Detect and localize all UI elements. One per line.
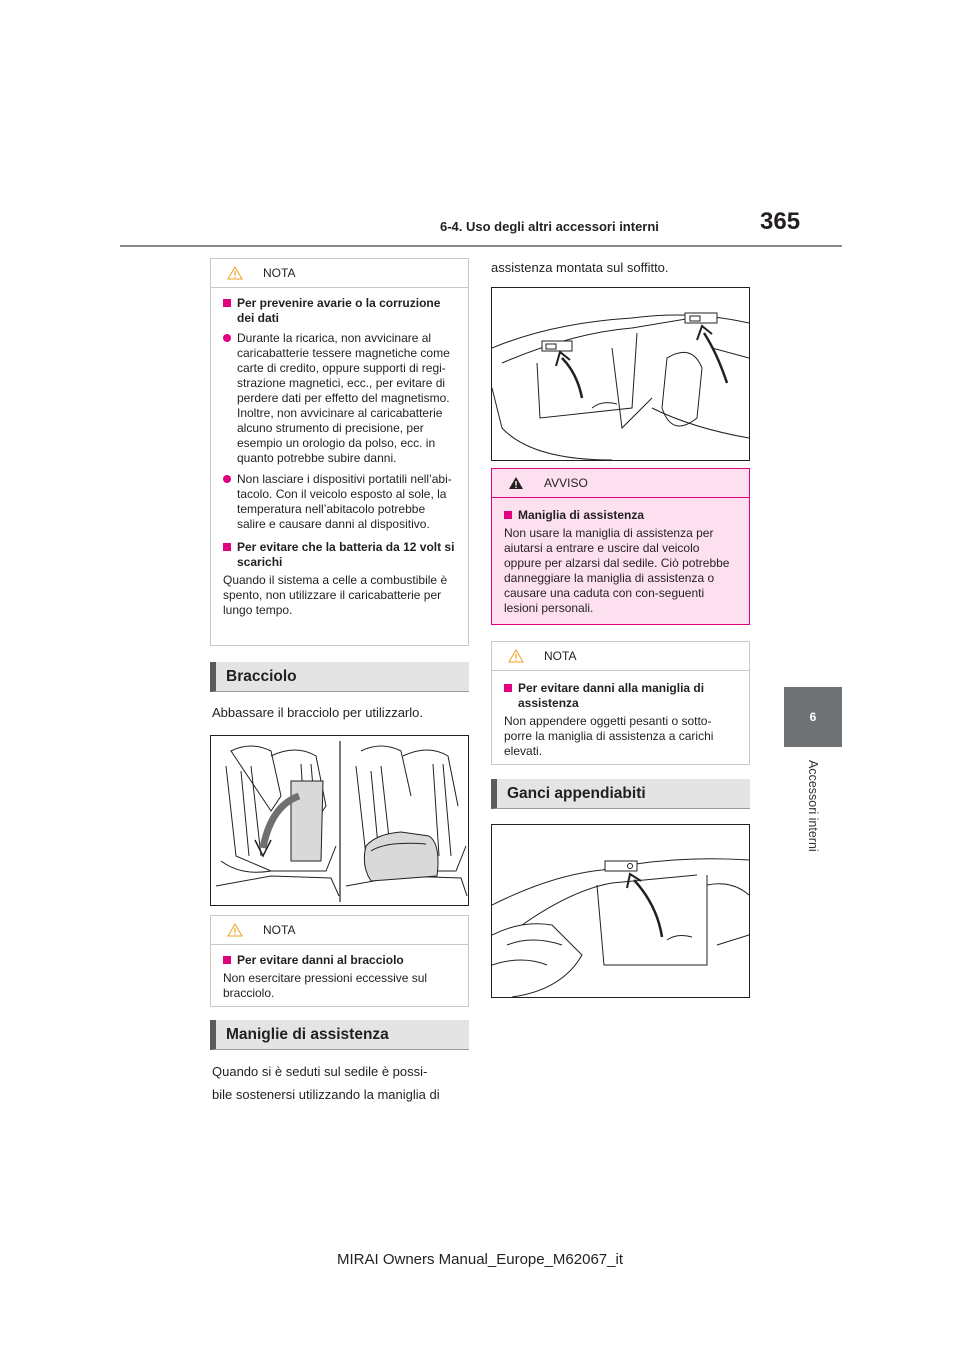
warning-triangle-icon [508,476,524,490]
body-text: Abbassare il bracciolo per utilizzarlo. [212,705,423,720]
body-text: bile sostenersi utilizzando la maniglia di [212,1087,440,1102]
nota-label: NOTA [263,266,296,280]
header-divider [120,245,842,247]
nota-box-header [492,642,749,671]
caution-triangle-icon [227,266,243,280]
nota-box-3 [491,641,750,765]
nota-heading: Per prevenire avarie o la corruzione dei dati [223,296,456,326]
avviso-text: Non usare la maniglia di assistenza per aiutarsi a entrare e uscire dal veicolo oppure per alzarsi dal sedile. Ciò potrebbe danneggiare la maniglia di assistenza o causare una caduta con con-seguenti lesioni personali. [504,526,730,615]
nota-box-header [211,916,468,945]
section-heading-maniglie [210,1020,469,1050]
coat-hook-illustration [491,824,750,998]
section-header: 6-4. Uso degli altri accessori interni [440,219,659,234]
chapter-title [783,760,843,890]
chapter-number: 6 [809,710,817,724]
nota-label: NOTA [263,923,296,937]
heading-text: Ganci appendiabiti [507,784,646,802]
avviso-box [491,468,750,625]
page-number: 365 [760,208,801,235]
nota-heading: Per evitare danni al bracciolo [223,953,456,968]
nota-box-header [211,259,468,288]
nota-heading: Per evitare danni alla maniglia di assistenza [504,681,737,711]
nota-bullet: Durante la ricarica, non avvicinare al caricabatterie tessere magnetiche come carte di credito, oppure supporti di regi-strazione magnetici, ecc., per evitare di perdere dati per effetto del magnetismo. Inoltre, non avvicinare al caricabatterie alcuno strumento di precisione, per esempio un orologio da polso, ecc. in quanto potrebbe subire danni. [223,331,456,466]
section-heading-ganci [491,779,750,809]
body-text: assistenza montata sul soffitto. [491,260,669,275]
nota-text: Non esercitare pressioni eccessive sul bracciolo. [223,971,428,1000]
heading-text: Bracciolo [226,667,297,685]
section-heading-bracciolo [210,662,469,692]
armrest-drawing [211,736,468,905]
manual-title: MIRAI Owners Manual_Europe_M62067_it [337,1251,623,1268]
avviso-label: AVVISO [544,476,588,490]
nota-label: NOTA [544,649,577,663]
chapter-title-text: Accessori interni [806,760,820,852]
heading-text: Maniglie di assistenza [226,1025,389,1043]
body-text: Quando si è seduti sul sedile è possi- [212,1064,428,1079]
armrest-illustration [210,735,469,906]
nota-heading: Per evitare che la batteria da 12 volt si scarichi [223,540,456,570]
nota-box-2 [210,915,469,1007]
assist-grip-illustration [491,287,750,461]
nota-bullet: Non lasciare i dispositivi portatili nell’abi-tacolo. Con il veicolo esposto al sole, la temperatura nell’abitacolo potrebbe salire e causare danni al dispositivo. [223,472,456,532]
nota-text: Non appendere oggetti pesanti o sotto-porre la maniglia di assistenza a carichi elevati. [504,714,714,758]
caution-triangle-icon [508,649,524,663]
chapter-tab[interactable] [784,687,842,747]
caution-triangle-icon [227,923,243,937]
assist-grip-drawing [492,288,749,460]
nota-box-1 [210,258,469,646]
coat-hook-drawing [492,825,749,997]
avviso-box-header [492,469,749,498]
nota-text: Quando il sistema a celle a combustibile è spento, non utilizzare il caricabatterie per lungo tempo. [223,573,448,617]
avviso-heading: Maniglia di assistenza [504,508,737,523]
